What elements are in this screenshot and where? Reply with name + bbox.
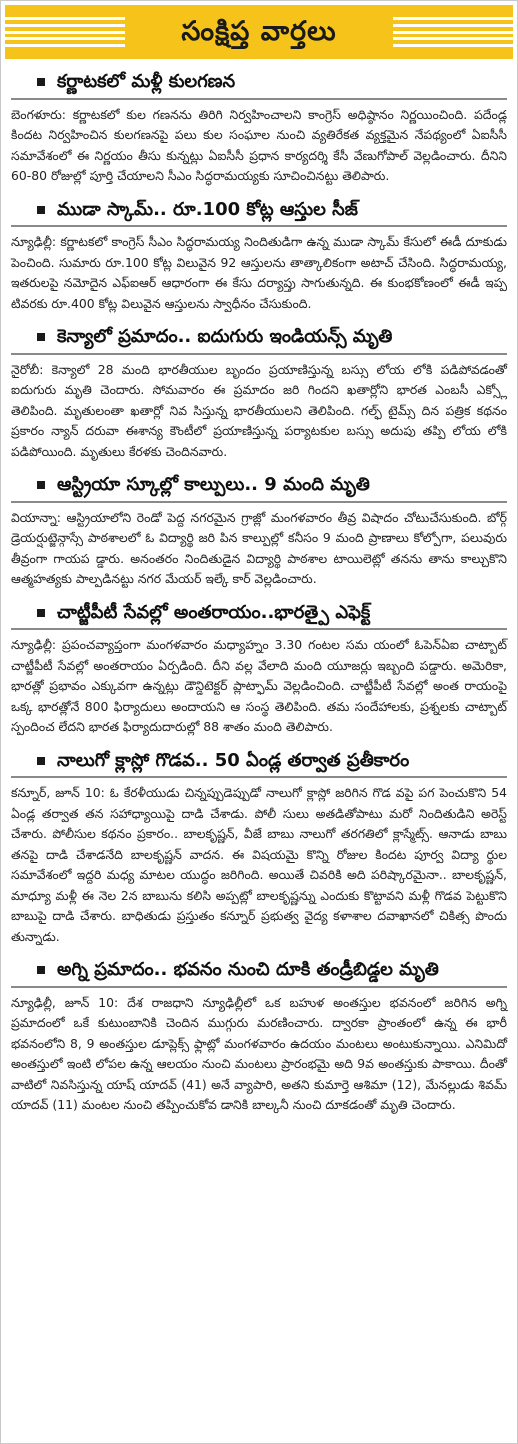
news-item [1, 746, 517, 948]
news-headline-row [11, 746, 507, 779]
square-bullet-icon [37, 206, 45, 214]
square-bullet-icon [37, 78, 45, 86]
news-item [1, 322, 517, 462]
news-headline-row [11, 67, 507, 100]
news-headline: ముడా స్కామ్.. రూ.100 కోట్ల ఆస్తుల సీజ్ [57, 198, 358, 220]
news-body: కన్నూర్, జూన్ 10: ఓ కేరళీయుడు చిన్నప్పుడెప్పుడో నాలుగో క్లాస్లో జరిగిన గొడ వపై పగ పెంచుకొని 54 ఏండ్ల తర్వాత తన సహాధ్యాయిపై దాడి చేశాడు. పోలీ సులు అతడితోపాటు మరో నిందితుడిని అరెస్ట్ చేశారు. పోలీసుల కథనం ప్రకారం.. బాలకృష్ణన్, వీజే బాబు నాలుగో తరగతిలో క్లాస్మేట్స్. ఆనాడు బాబు తనపై దాడి చేశాడనేది బాలకృష్ణన్ వాదన. ఈ విషయమై కొన్ని రోజుల కిందట పూర్వ విద్యా ర్థుల సమావేశంలో ఇద్దరి మధ్య మాటల యుద్ధం జరిగింది. అయితే చివరికి అది పరిష్కారమైనా.. బాలకృష్ణన్, మాధ్యూ మళ్లీ ఈ నెల 2న బాబును కలిసి అప్పట్లో బాలకృష్ణన్ను ఎందుకు కొట్టావని మళ్లీ గొడవ పెట్టుకొని బాబుపై దాడి చేశారు. బాధితుడు ప్రస్తుతం కన్నూర్ ప్రభుత్వ వైద్య కళాశాల దవాఖానలో చికిత్స పొందు తున్నాడు. [11, 785, 507, 944]
news-headline: కెన్యాలో ప్రమాదం.. ఐదుగురు ఇండియన్స్ మృతి [57, 326, 393, 347]
square-bullet-icon [37, 609, 45, 617]
square-bullet-icon [37, 966, 45, 974]
news-headline-row [11, 470, 507, 503]
news-body: న్యూఢిల్లీ: ప్రపంచవ్యాప్తంగా మంగళవారం మధ్యాహ్నం 3.30 గంటల సమ యంలో ఓపెన్ఏఐ చాట్బాట్ చాట్జీపీటీ సేవల్లో అంతరాయం ఏర్పడింది. దీని వల్ల వేలాది మంది యూజర్లు ఇబ్బంది పడ్డారు. అమెరికా, భారత్లో ప్రభావం ఎక్కువగా ఉన్నట్లు డౌన్డిటెక్టర్ ప్లాట్ఫామ్ వెల్లడించింది. చాట్జీపీటీ సేవల్లో అంత రాయంపై ఒక్క భారత్లోనే 800 ఫిర్యాదులు అందాయని ఆ సంస్థ తెలిపింది. తమ సందేహాలకు, ప్రశ్నలకు చాట్బాట్ స్పందించ లేదని భారత ఫిర్యాదుదారుల్లో 88 శాతం మంది తెలిపారు. [11, 637, 507, 734]
news-body: న్యూఢిల్లీ, జూన్ 10: దేశ రాజధాని న్యూఢిల్లీలో ఒక బహుళ అంతస్తుల భవనంలో జరిగిన అగ్ని ప్రమాదంలో ఒకే కుటుంబానికి చెందిన ముగ్గురు మరణించారు. ద్వారకా ప్రాంతంలో ఉన్న ఈ భారీ భవనంలోని 8, 9 అంతస్తుల డూప్లెక్స్ ఫ్లాట్లో మంగళవారం ఉదయం మంటలు అంటుకున్నాయి. ఎనిమిదో అంతస్తులో ఇంటి లోపల ఉన్న ఆలయం నుంచి మంటలు ప్రారంభమై అది 9వ అంతస్తుకు పాకాయి. దీంతో వాటిలో నివసిస్తున్న యాష్ యాదవ్ (41) అనే వ్యాపారి, అతని కుమార్తె ఆశిమా (12), మేనల్లుడు శివమ్ యాదవ్ (11) మంటల నుంచి తప్పించుకోవ డానికి బాల్కనీ నుంచి దూకడంతో మృతి చెందారు. [11, 994, 507, 1112]
left-stripes-decoration [5, 17, 125, 47]
right-stripes-decoration [393, 17, 513, 47]
news-body: న్యూఢిల్లీ: కర్ణాటకలో కాంగ్రెస్ సీఎం సిద్ధరామయ్య నిందితుడిగా ఉన్న ముడా స్కామ్ కేసులో ఈడీ దూకుడు పెంచింది. సుమారు రూ.100 కోట్ల విలువైన 92 ఆస్తులను తాత్కాలికంగా అటాచ్ చేసింది. సిద్ధరామయ్య, ఇతరులపై నమోదైన ఎఫ్ఐఆర్ ఆధారంగా ఈ కేసు దర్యాప్తు సాగుతున్నది. ఈ కుంభకోణంలో ఈడీ ఇప్ప టివరకు రూ.400 కోట్ల విలువైన ఆస్తులను స్వాధీనం చేసుకుంది. [11, 234, 507, 311]
news-item [1, 598, 517, 738]
title-banner [5, 5, 513, 59]
news-item [1, 470, 517, 590]
news-headline: ఆస్ట్రియా స్కూల్లో కాల్పులు.. 9 మంది మృతి [57, 474, 370, 495]
page-title: సంక్షిప్త వార్తలు [167, 17, 350, 47]
news-headline: అగ్ని ప్రమాదం.. భవనం నుంచి దూకి తండ్రీబిడ్డల మృతి [57, 959, 439, 980]
news-item [1, 955, 517, 1116]
news-body: బెంగళూరు: కర్ణాటకలో కుల గణనను తిరిగి నిర్వహించాలని కాంగ్రెస్ అధిష్ఠానం నిర్ణయించింది. పదేండ్ల కిందట నిర్వహించిన కులగణనపై పలు కుల సంఘాల నుంచి వ్యతిరేకత వ్యక్తమైన నేపథ్యంలో ఏఐసీసీ సమావేశంలో ఈ నిర్ణయం తీసు కున్నట్లు ఏఐసీసీ ప్రధాన కార్యదర్శి కేసీ వేణుగోపాల్ వెల్లడించారు. దీనిని 60-80 రోజుల్లో పూర్తి చేయాలని సీఎం సిద్ధరామయ్యకు సూచించినట్టు తెలిపారు. [11, 106, 507, 183]
news-headline: చాట్జీపీటీ సేవల్లో అంతరాయం..భారత్పై ఎఫెక్ట్ [57, 601, 371, 623]
news-headline-row [11, 955, 507, 988]
news-headline-row [11, 598, 507, 631]
news-headline-row [11, 322, 507, 355]
square-bullet-icon [37, 481, 45, 489]
square-bullet-icon [37, 757, 45, 765]
news-body: వియాన్నా: ఆస్ట్రియాలోని రెండో పెద్ద నగరమైన గ్రాజ్లో మంగళవారం తీవ్ర విషాదం చోటుచేసుకుంది. బోర్గ్ డ్రెయర్షుట్జెన్గాస్సే పాఠశాలలో ఓ విద్యార్థి జరి పిన కాల్పుల్లో కనీసం 9 మంది ప్రాణాలు కోల్పోగా, పలువురు తీవ్రంగా గాయప డ్డారు. అనంతరం నిందితుడైన విద్యార్థి పాఠశాల టాయిలెట్లో తనను తాను కాల్చుకొని ఆత్మహత్యకు పాల్పడినట్టు నగర మేయర్ ఇల్కే కార్ వెల్లడించారు. [11, 509, 507, 586]
news-headline-row [11, 195, 507, 228]
news-item [1, 195, 517, 315]
news-headline: కర్ణాటకలో మళ్లీ కులగణన [57, 71, 236, 92]
news-item [1, 67, 517, 187]
square-bullet-icon [37, 333, 45, 341]
news-headline: నాలుగో క్లాస్లో గొడవ.. 50 ఏండ్ల తర్వాత ప్రతీకారం [57, 749, 410, 771]
news-body: నైరోబీ: కెన్యాలో 28 మంది భారతీయుల బృందం ప్రయాణిస్తున్న బస్సు లోయ లోకి పడిపోవడంతో ఐదుగురు మృతి చెందారు. సోమవారం ఈ ప్రమాదం జరి గిందని ఖతార్లోని భారత ఎంబసీ ఎక్స్లో తెలిపింది. మృతులంతా ఖతార్లో నివ సిస్తున్న భారతీయులని తెలిపింది. గల్ఫ్ టైమ్స్ దిన పత్రిక కథనం ప్రకారం న్యాన్ దరువా ఈశాన్య కౌంటీలో ప్రయాణిస్తున్న పర్యాటకుల బస్సు అదుపు తప్పి లోయ లోకి పడిపోయింది. మృతులు కేరళకు చెందినవారు. [11, 361, 507, 459]
